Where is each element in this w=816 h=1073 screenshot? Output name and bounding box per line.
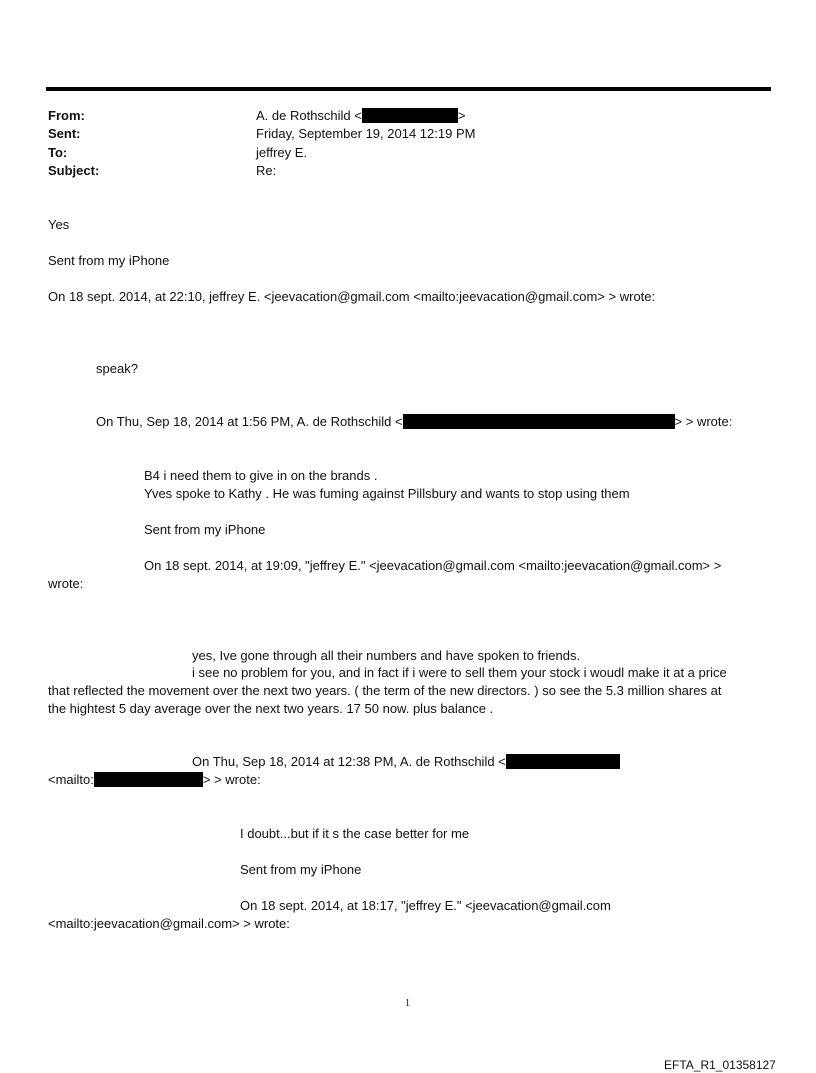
body-line-yves: Yves spoke to Kathy . He was fuming against Pillsbury and wants to stop using them — [144, 486, 630, 501]
from-label: From: — [48, 108, 85, 123]
body-sent-from-iphone: Sent from my iPhone — [144, 522, 266, 537]
body-sent-from-iphone: Sent from my iPhone — [48, 253, 170, 268]
quote-header-3-wrote: wrote: — [48, 576, 84, 591]
quote-header-2-text: On Thu, Sep 18, 2014 at 1:56 PM, A. de Rothschild < — [96, 414, 403, 429]
from-bracket-close: > — [457, 108, 466, 123]
bates-number: EFTA_R1_01358127 — [664, 1058, 776, 1072]
mailto-prefix: <mailto: — [48, 772, 94, 787]
from-value — [256, 108, 465, 124]
page-number: 1 — [405, 998, 410, 1009]
quote-header-5-cont: <mailto:jeevacation@gmail.com> > wrote: — [48, 916, 290, 931]
body-line-b4: B4 i need them to give in on the brands . — [144, 468, 378, 483]
subject-value: Re: — [256, 163, 277, 178]
quote-header-3: On 18 sept. 2014, at 19:09, "jeffrey E." <jeevacation@gmail.com <mailto:jeevacation@gmail.com> > — [144, 558, 722, 573]
sent-value: Friday, September 19, 2014 12:19 PM — [256, 126, 476, 141]
quote-header-5: On 18 sept. 2014, at 18:17, "jeffrey E." <jeevacation@gmail.com — [240, 898, 611, 913]
to-label: To: — [48, 145, 68, 160]
mailto-wrote: > > wrote: — [202, 772, 261, 787]
redaction-block — [94, 772, 203, 787]
body-line-hightest: the hightest 5 day average over the next two years. 17 50 now. plus balance . — [48, 701, 494, 716]
body-line-yes: Yes — [48, 217, 70, 232]
quote-header-4 — [192, 754, 620, 770]
body-sent-from-iphone: Sent from my iPhone — [240, 862, 362, 877]
to-value: jeffrey E. — [256, 145, 308, 160]
redaction-block — [506, 754, 620, 769]
quote-header-2-wrote: > > wrote: — [674, 414, 733, 429]
quote-header-4-text: On Thu, Sep 18, 2014 at 12:38 PM, A. de Rothschild < — [192, 754, 506, 769]
body-line-yes-ive: yes, Ive gone through all their numbers and have spoken to friends. — [192, 648, 581, 663]
body-line-i-see: i see no problem for you, and in fact if i were to sell them your stock i woudl make it at a price — [192, 665, 727, 680]
body-line-speak: speak? — [96, 361, 138, 376]
quote-header-1: On 18 sept. 2014, at 22:10, jeffrey E. <jeevacation@gmail.com <mailto:jeevacation@gmail.com> > wrote: — [48, 289, 656, 304]
redaction-block — [403, 414, 675, 429]
quote-header-4-mailto — [48, 772, 261, 788]
subject-label: Subject: — [48, 163, 100, 178]
body-line-reflected: that reflected the movement over the next two years. ( the term of the new directors. ) so see the 5.3 million shares at — [48, 683, 722, 698]
body-line-i-doubt: I doubt...but if it s the case better for me — [240, 826, 470, 841]
from-sender: A. de Rothschild < — [256, 108, 362, 123]
header-divider — [46, 87, 771, 91]
sent-label: Sent: — [48, 126, 81, 141]
quote-header-2 — [96, 414, 732, 430]
redaction-block — [362, 108, 458, 123]
